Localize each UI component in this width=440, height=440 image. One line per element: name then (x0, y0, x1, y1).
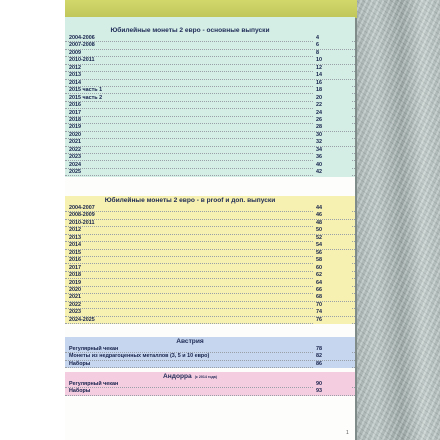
toc-row[interactable] (65, 57, 355, 64)
top-color-strip (65, 0, 357, 18)
toc-row-page: 10 (313, 57, 351, 64)
toc-row[interactable] (65, 87, 355, 94)
section-header (65, 372, 355, 381)
toc-row-page: 62 (313, 272, 351, 279)
toc-row[interactable] (65, 272, 355, 279)
toc-row-page: 86 (313, 361, 351, 368)
toc-row-label: 2013 (69, 234, 81, 241)
toc-row-label: 2019 (69, 124, 81, 131)
toc-row-page: 58 (313, 257, 351, 264)
toc-row-page: 56 (313, 250, 351, 257)
toc-row-label: 2022 (69, 301, 81, 308)
toc-row-page: 42 (313, 169, 351, 176)
toc-row-page: 22 (313, 102, 351, 109)
toc-section (65, 372, 355, 396)
toc-row-label: 2024 (69, 161, 81, 168)
toc-row-label: 2017 (69, 109, 81, 116)
toc-row-label: 2008-2009 (69, 212, 95, 219)
toc-row-label: 2012 (69, 227, 81, 234)
section-header (65, 196, 355, 205)
toc-row-page: 90 (313, 381, 351, 388)
toc-row-page: 52 (313, 235, 351, 242)
toc-row-label: 2020 (69, 131, 81, 138)
toc-row[interactable] (65, 80, 355, 87)
toc-row-label: 2020 (69, 286, 81, 293)
toc-row-label: 2025 (69, 169, 81, 176)
toc-row-label: 2018 (69, 272, 81, 279)
toc-row[interactable] (65, 212, 355, 219)
toc-row[interactable] (65, 110, 355, 117)
toc-row-label: Наборы (69, 388, 91, 395)
toc-row-label: 2021 (69, 294, 81, 301)
toc-row[interactable] (65, 242, 355, 249)
toc-row-label: 2015 (69, 249, 81, 256)
toc-row[interactable] (65, 65, 355, 72)
toc-row[interactable] (65, 50, 355, 57)
toc-row[interactable] (65, 361, 355, 368)
toc-row-label: 2017 (69, 264, 81, 271)
toc-row[interactable] (65, 42, 355, 49)
toc-row-label: 2009 (69, 49, 81, 56)
toc-row[interactable] (65, 250, 355, 257)
toc-row-page: 12 (313, 65, 351, 72)
toc-row-page: 28 (313, 124, 351, 131)
toc-row[interactable] (65, 235, 355, 242)
toc-row[interactable] (65, 117, 355, 124)
toc-row-page: 6 (313, 42, 351, 49)
toc-row-page: 66 (313, 287, 351, 294)
toc-row-page: 26 (313, 117, 351, 124)
section-title-note: (с 2014 года) (194, 375, 217, 379)
toc-row[interactable] (65, 257, 355, 264)
toc-row-label: 2016 (69, 102, 81, 109)
toc-row[interactable] (65, 388, 355, 395)
toc-row[interactable] (65, 287, 355, 294)
toc-row-label: 2004-2007 (69, 205, 95, 211)
toc-row[interactable] (65, 95, 355, 102)
toc-row-label: 2004-2006 (69, 35, 95, 41)
toc-row[interactable] (65, 302, 355, 309)
toc-row-page: 54 (313, 242, 351, 249)
toc-row-label: 2010-2011 (69, 57, 95, 64)
toc-row[interactable] (65, 309, 355, 316)
toc-row-page: 44 (313, 205, 351, 212)
toc-row[interactable] (65, 139, 355, 146)
toc-row-page: 14 (313, 72, 351, 79)
toc-row[interactable] (65, 162, 355, 169)
toc-row-page: 8 (313, 50, 351, 57)
toc-row[interactable] (65, 265, 355, 272)
toc-row-label: 2015 часть 1 (69, 87, 103, 94)
toc-row-page: 34 (313, 147, 351, 154)
toc-row[interactable] (65, 102, 355, 109)
toc-row-label: Монеты из недрагоценных металлов (3, 5 и 10 евро) (69, 353, 210, 360)
toc-row-page: 36 (313, 154, 351, 161)
toc-section (65, 196, 355, 324)
toc-row-page: 74 (313, 309, 351, 316)
toc-row-page: 78 (313, 346, 351, 353)
toc-row-page: 82 (313, 353, 351, 360)
toc-row[interactable] (65, 220, 355, 227)
section-title: Андорра (с 2014 года) (163, 373, 217, 380)
toc-row-page: 93 (313, 388, 351, 395)
toc-row[interactable] (65, 132, 355, 139)
toc-row-page: 16 (313, 80, 351, 87)
toc-row-page: 40 (313, 162, 351, 169)
toc-row[interactable] (65, 205, 355, 212)
toc-row-page: 32 (313, 139, 351, 146)
toc-row-page: 64 (313, 280, 351, 287)
section-title: Юбилейные монеты 2 евро - в proof и доп. выпуски (104, 197, 276, 204)
toc-row-label: Регулярный чекан (69, 346, 119, 352)
toc-row-label: 2019 (69, 279, 81, 286)
toc-row-label: 2010-2011 (69, 219, 95, 226)
section-title: Юбилейные монеты 2 евро - основные выпуски (110, 27, 270, 34)
toc-row-page: 48 (313, 220, 351, 227)
toc-row-page: 30 (313, 132, 351, 139)
section-title: Австрия (176, 338, 204, 345)
toc-row-page: 76 (313, 317, 351, 324)
toc-row[interactable] (65, 35, 355, 42)
page-number: 1 (346, 430, 349, 436)
toc-row[interactable] (65, 353, 355, 360)
toc-row-page: 24 (313, 110, 351, 117)
toc-row[interactable] (65, 72, 355, 79)
toc-row[interactable] (65, 346, 355, 353)
toc-row-label: 2015 часть 2 (69, 94, 103, 101)
toc-row-label: 2024-2025 (69, 316, 95, 323)
stone-background (355, 0, 440, 440)
toc-row[interactable] (65, 169, 355, 176)
toc-row-page: 18 (313, 87, 351, 94)
toc-row-label: 2023 (69, 309, 81, 316)
toc-row-label: 2016 (69, 257, 81, 264)
toc-row-label: 2021 (69, 139, 81, 146)
toc-row-page: 46 (313, 212, 351, 219)
section-header (65, 26, 355, 35)
toc-row-label: Наборы (69, 360, 91, 367)
section-header (65, 337, 355, 346)
toc-row-label: Регулярный чекан (69, 381, 119, 387)
toc-row[interactable] (65, 294, 355, 301)
toc-row-page: 4 (313, 35, 351, 42)
toc-row-label: 2022 (69, 146, 81, 153)
toc-row-label: 2014 (69, 79, 81, 86)
toc-row[interactable] (65, 124, 355, 131)
toc-section (65, 17, 355, 177)
toc-row-label: 2013 (69, 72, 81, 79)
toc-row-label: 2007-2008 (69, 42, 95, 49)
toc-row-label: 2012 (69, 64, 81, 71)
toc-row-page: 20 (313, 95, 351, 102)
toc-row-page: 50 (313, 227, 351, 234)
toc-row-page: 70 (313, 302, 351, 309)
toc-row[interactable] (65, 317, 355, 324)
toc-row-label: 2018 (69, 116, 81, 123)
toc-row-label: 2014 (69, 242, 81, 249)
toc-row-label: 2023 (69, 154, 81, 161)
toc-row[interactable] (65, 381, 355, 388)
toc-row[interactable] (65, 147, 355, 154)
toc-row-page: 60 (313, 265, 351, 272)
toc-row[interactable] (65, 154, 355, 161)
toc-row-page: 68 (313, 294, 351, 301)
toc-row[interactable] (65, 280, 355, 287)
toc-row[interactable] (65, 227, 355, 234)
toc-section (65, 337, 355, 368)
